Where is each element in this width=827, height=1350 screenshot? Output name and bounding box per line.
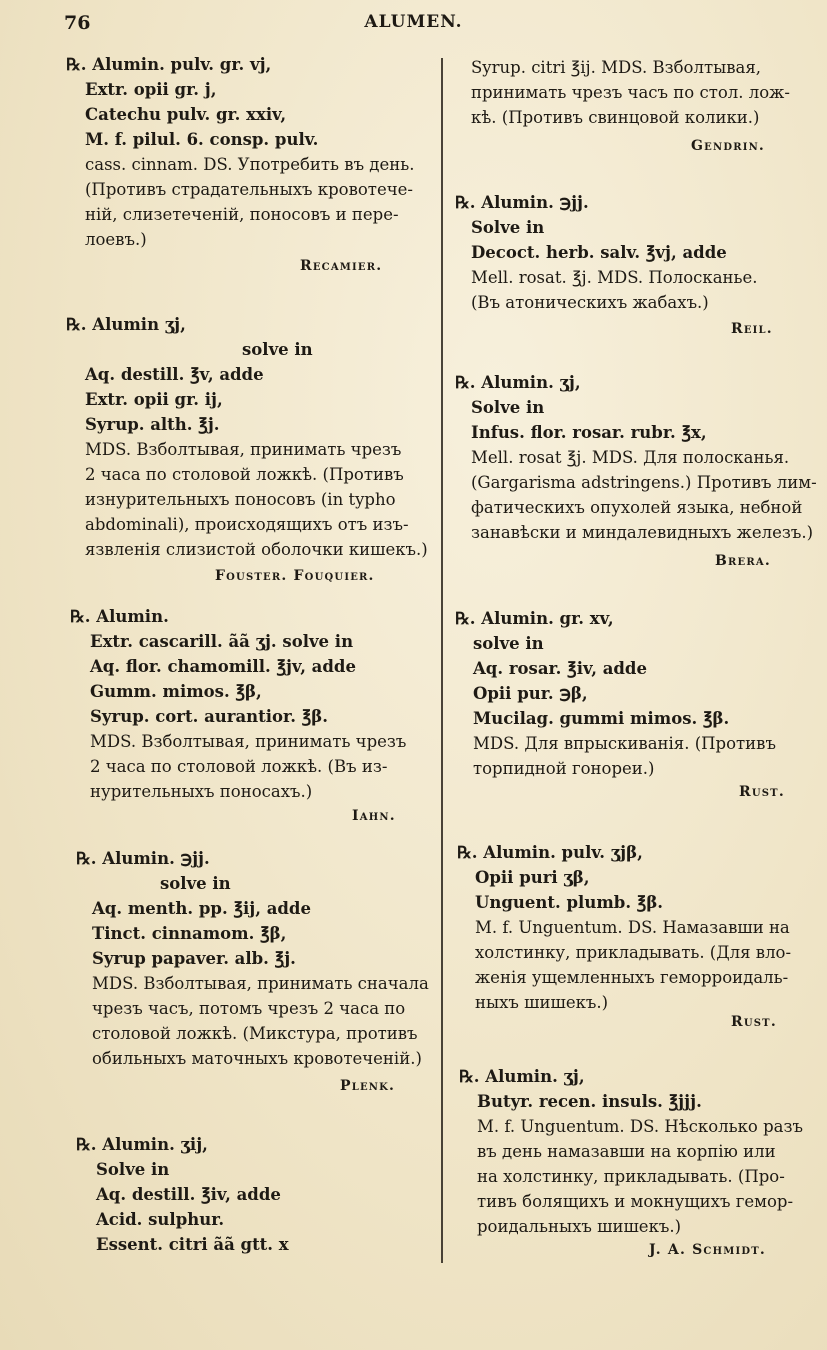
recipe-author: Plenk.	[340, 1078, 396, 1094]
recipe-line: cass. cinnam. DS. Употребить въ день.	[85, 155, 415, 174]
recipe-line: Solve in	[471, 218, 545, 237]
recipe-line: въ день намазавши на корпію или	[477, 1142, 776, 1161]
recipe-author: Rust.	[731, 1014, 777, 1030]
recipe-line: лоевъ.)	[85, 230, 147, 249]
recipe-author: Recamier.	[300, 258, 383, 274]
recipe-line: язвленія слизистой оболочки кишекъ.)	[85, 540, 428, 559]
recipe-line: чрезъ часъ, потомъ чрезъ 2 часа по	[92, 999, 406, 1018]
recipe-line: ℞. Alumin. ℈jj.	[455, 193, 589, 212]
recipe-author: Reil.	[731, 321, 773, 337]
recipe-line: Aq. menth. pp. ℥ij, adde	[92, 899, 311, 918]
recipe-line: изнурительныхъ поносовъ (in typho	[85, 490, 396, 509]
recipe-author: J. A. Schmidt.	[649, 1242, 766, 1258]
recipe-line: ℞. Alumin.	[70, 607, 169, 626]
recipe-line: Syrup papaver. alb. ℥j.	[92, 949, 296, 968]
recipe-line: Essent. citri ãã gtt. x	[96, 1235, 289, 1254]
recipe-line: Extr. opii gr. ij,	[85, 390, 223, 409]
recipe-line: ℞. Alumin. ʒj,	[455, 373, 581, 392]
recipe-line: на холстинку, прикладывать. (Про-	[477, 1167, 785, 1186]
recipe-line: Aq. rosar. ℥iv, adde	[473, 659, 647, 678]
recipe-line: Mell. rosat. ℥j. MDS. Полосканье.	[471, 268, 758, 287]
recipe-line: ній, слизетеченій, поносовъ и пере-	[85, 205, 399, 224]
recipe-line: ℞. Alumin. ℈jj.	[76, 849, 210, 868]
recipe-line: принимать чрезъ часъ по стол. лож-	[471, 83, 790, 102]
recipe-author: Rust.	[739, 784, 785, 800]
recipe-line: Syrup. alth. ℥j.	[85, 415, 220, 434]
recipe-line: роидальныхъ шишекъ.)	[477, 1217, 682, 1236]
recipe-line: ℞. Alumin. pulv. gr. vj,	[66, 55, 272, 74]
recipe-line: обильныхъ маточныхъ кровотеченій.)	[92, 1049, 422, 1068]
recipe-author: Brera.	[715, 553, 771, 569]
recipe-line: тивъ болящихъ и мокнущихъ гемор-	[477, 1192, 794, 1211]
recipe-line: (Gargarisma adstringens.) Противъ лим-	[471, 473, 817, 492]
recipe-line: Unguent. plumb. ℥β.	[475, 893, 664, 912]
recipe-line: 2 часа по столовой ложкѣ. (Въ из-	[90, 757, 388, 776]
recipe-author: Iahn.	[352, 808, 396, 824]
recipe-line: Aq. destill. ℥iv, adde	[96, 1185, 281, 1204]
recipe-line: ℞. Alumin. ʒij,	[76, 1135, 208, 1154]
recipe-line: фатическихъ опухолей языка, небной	[471, 498, 803, 517]
recipe-line: MDS. Для впрыскиванія. (Противъ	[473, 734, 776, 753]
recipe-line: ℞. Alumin ʒj,	[66, 315, 186, 334]
recipe-line: столовой ложкѣ. (Микстура, противъ	[92, 1024, 418, 1043]
recipe-line: abdominali), происходящихъ отъ изъ-	[85, 515, 409, 534]
recipe-author: Fouster. Fouquier.	[215, 568, 375, 584]
recipe-line: 2 часа по столовой ложкѣ. (Противъ	[85, 465, 404, 484]
recipe-line: ℞. Alumin. gr. xv,	[455, 609, 614, 628]
recipe-line: MDS. Взболтывая, принимать сначала	[92, 974, 429, 993]
recipe-line: Syrup. citri ℥ij. MDS. Взболтывая,	[471, 58, 762, 77]
recipe-line: M. f. Unguentum. DS. Намазавши на	[475, 918, 790, 937]
recipe-line: женія ущемленныхъ геморроидаль-	[475, 968, 789, 987]
column-divider	[441, 58, 443, 1263]
recipe-line: Mell. rosat ℥j. MDS. Для полосканья.	[471, 448, 790, 467]
recipe-line: кѣ. (Противъ свинцовой колики.)	[471, 108, 760, 127]
recipe-line: ℞. Alumin. ʒj,	[459, 1067, 585, 1086]
recipe-line: Extr. cascarill. ãã ʒj. solve in	[90, 632, 354, 651]
recipe-line: Decoct. herb. salv. ℥vj, adde	[471, 243, 727, 262]
recipe-line: Butyr. recen. insuls. ℥jjj.	[477, 1092, 702, 1111]
recipe-line: Aq. flor. chamomill. ℥jv, adde	[90, 657, 356, 676]
recipe-line: холстинку, прикладывать. (Для вло-	[475, 943, 792, 962]
page-number: 76	[64, 12, 91, 34]
recipe-line: Infus. flor. rosar. rubr. ℥x,	[471, 423, 707, 442]
recipe-line: solve in	[160, 874, 231, 893]
recipe-line: Aq. destill. ℥v, adde	[85, 365, 264, 384]
recipe-line: Mucilag. gummi mimos. ℥β.	[473, 709, 730, 728]
recipe-line: Tinct. cinnamom. ℥β,	[92, 924, 287, 943]
recipe-line: Gumm. mimos. ℥β,	[90, 682, 262, 701]
recipe-line: нурительныхъ поносахъ.)	[90, 782, 313, 801]
recipe-line: Opii puri ʒβ,	[475, 868, 590, 887]
recipe-line: Solve in	[96, 1160, 170, 1179]
recipe-line: Opii pur. ℈β,	[473, 684, 588, 703]
recipe-line: торпидной гонореи.)	[473, 759, 655, 778]
recipe-line: MDS. Взболтывая, принимать чрезъ	[85, 440, 402, 459]
recipe-line: (Въ атоническихъ жабахъ.)	[471, 293, 709, 312]
recipe-line: занавѣски и миндалевидныхъ железъ.)	[471, 523, 814, 542]
running-head: ALUMEN.	[364, 12, 463, 32]
recipe-line: Syrup. cort. aurantior. ℥β.	[90, 707, 328, 726]
recipe-line: ныхъ шишекъ.)	[475, 993, 609, 1012]
recipe-line: solve in	[473, 634, 544, 653]
recipe-line: ℞. Alumin. pulv. ʒjβ,	[457, 843, 643, 862]
recipe-line: MDS. Взболтывая, принимать чрезъ	[90, 732, 407, 751]
recipe-line: M. f. Unguentum. DS. Нѣсколько разъ	[477, 1117, 804, 1136]
recipe-line: Extr. opii gr. j,	[85, 80, 217, 99]
recipe-line: solve in	[242, 340, 313, 359]
recipe-author: Gendrin.	[691, 138, 765, 154]
recipe-line: Catechu pulv. gr. xxiv,	[85, 105, 287, 124]
recipe-line: (Противъ страдательныхъ кровотече-	[85, 180, 413, 199]
recipe-line: Solve in	[471, 398, 545, 417]
recipe-line: M. f. pilul. 6. consp. pulv.	[85, 130, 319, 149]
recipe-line: Acid. sulphur.	[96, 1210, 225, 1229]
